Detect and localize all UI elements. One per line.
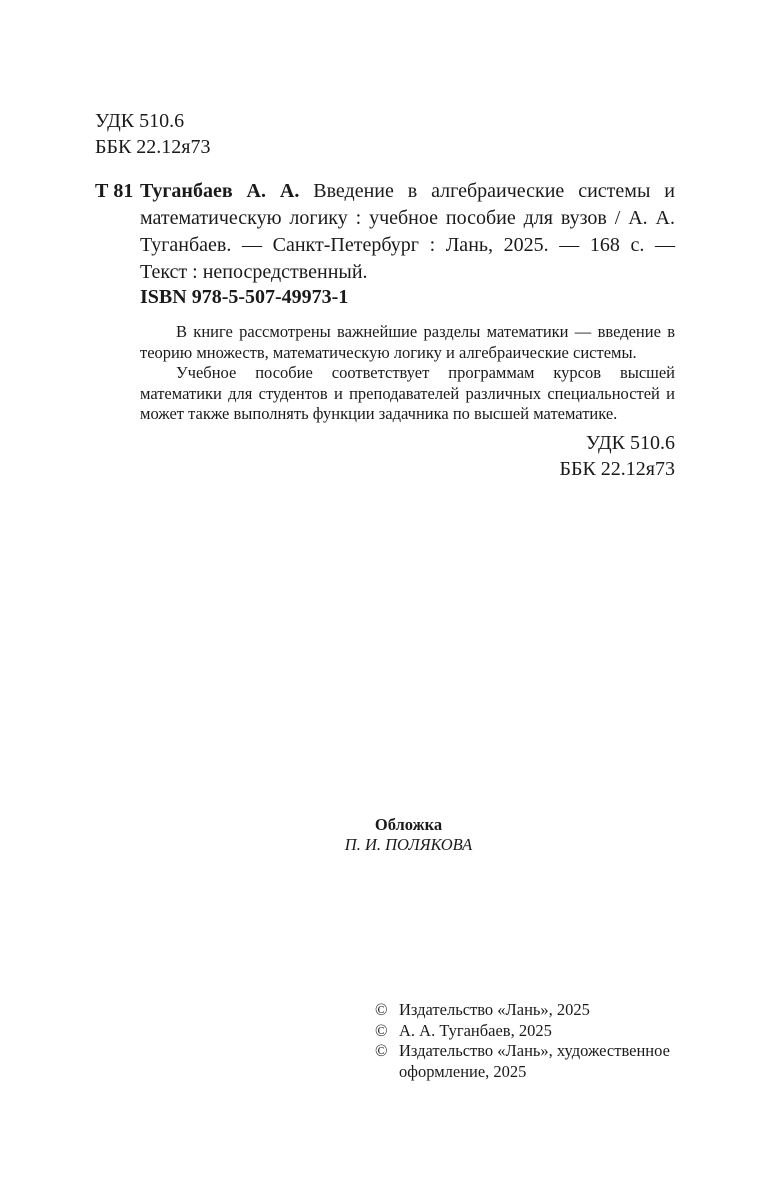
- cover-label: Обложка: [374, 815, 443, 834]
- annotation-paragraph: В книге рассмотрены важнейшие разделы математики — введение в теорию множеств, математическую логику и алгебраические системы.: [140, 322, 675, 362]
- bibliographic-description: [140, 178, 675, 286]
- udk-code: УДК 510.6: [585, 432, 675, 454]
- isbn-number: ISBN 978-5-507-49973-1: [140, 286, 349, 308]
- copyright-block: [375, 1000, 685, 1082]
- bbk-code: ББК 22.12я73: [95, 136, 211, 158]
- bibliographic-entry: [95, 178, 675, 286]
- author-sign: Т 81: [95, 180, 134, 202]
- copyright-line: [375, 1000, 685, 1021]
- udk-bbk-footer: [559, 430, 675, 482]
- cover-designer: П. И. ПОЛЯКОВА: [344, 835, 473, 854]
- udk-bbk-header: [95, 108, 211, 160]
- copyright-icon: ©: [375, 1020, 388, 1040]
- copyright-text: Издательство «Лань», художественное оформление, 2025: [399, 1041, 670, 1081]
- annotation-paragraph: Учебное пособие соответствует программам курсов высшей математики для студентов и преподавателей различных специальностей и может также выполнять функции задачника по высшей математике.: [140, 363, 675, 423]
- copyright-icon: ©: [375, 1041, 388, 1060]
- copyright-line: [375, 1041, 685, 1082]
- udk-code: УДК 510.6: [95, 110, 185, 132]
- annotation: [140, 322, 675, 425]
- cover-credit: [0, 815, 769, 855]
- book-description: Введение в алгебраические системы и математическую логику : учебное пособие для вузов / А. А. Туганбаев. — Санкт-Петербург : Лань, 2025. — 168 с. — Текст : непосредственный.: [140, 180, 675, 283]
- bbk-code: ББК 22.12я73: [559, 458, 675, 480]
- copyright-line: [375, 1021, 685, 1042]
- copyright-text: Издательство «Лань», 2025: [399, 1000, 590, 1019]
- copyright-text: А. А. Туганбаев, 2025: [399, 1020, 552, 1040]
- copyright-icon: ©: [375, 1000, 388, 1019]
- author-name: Туганбаев А. А.: [140, 180, 300, 202]
